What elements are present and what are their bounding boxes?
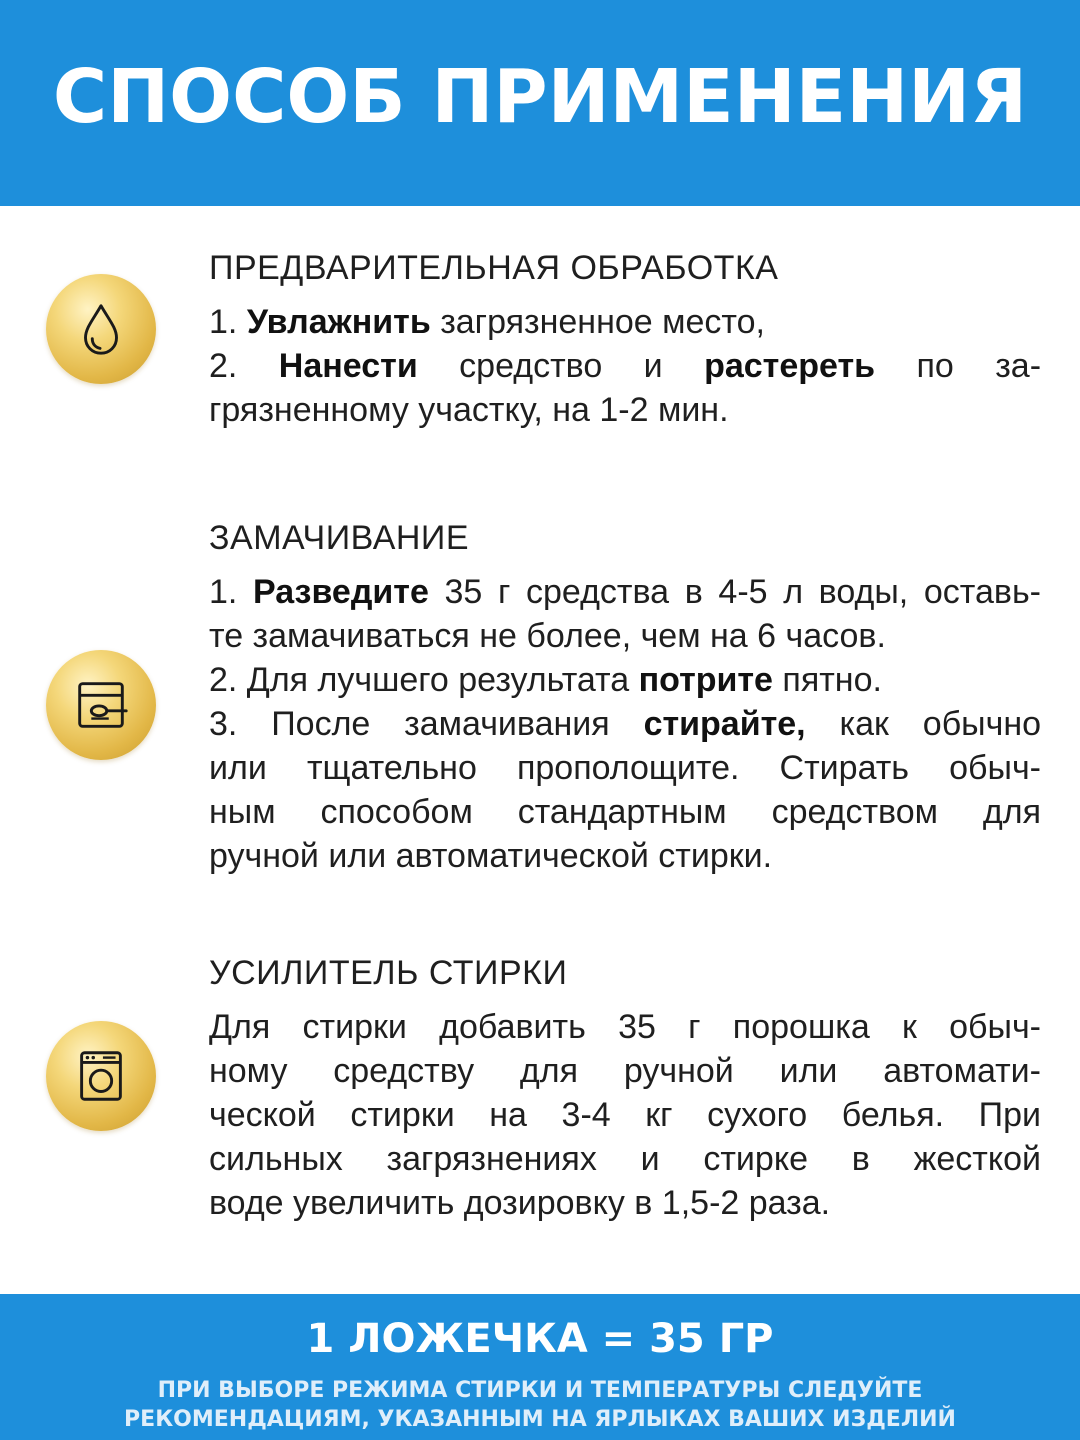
text-line bbox=[209, 570, 1041, 614]
page-title: СПОСОБ ПРИМЕНЕНИЯ bbox=[52, 54, 1028, 140]
footer-note-line: РЕКОМЕНДАЦИЯМ, УКАЗАННЫМ НА ЯРЛЫКАХ ВАШИХ ИЗДЕЛИЙ bbox=[124, 1407, 956, 1432]
emphasis: растереть bbox=[704, 347, 876, 385]
text-run: 35 г средства в 4-5 л воды, оставь- bbox=[444, 573, 1041, 611]
text-run: как обычно bbox=[839, 705, 1042, 743]
text-line: или тщательно прополощите. Стирать обыч- bbox=[209, 749, 1041, 787]
water-drop-icon bbox=[46, 274, 156, 384]
footer-note-line: ПРИ ВЫБОРЕ РЕЖИМА СТИРКИ И ТЕМПЕРАТУРЫ СЛЕДУЙТЕ bbox=[157, 1378, 923, 1403]
dosage-label: 1 ЛОЖЕЧКА = 35 ГР bbox=[306, 1316, 774, 1362]
text-line bbox=[209, 300, 1041, 344]
emphasis: стирайте, bbox=[643, 705, 806, 743]
step-number: 1. bbox=[209, 303, 238, 341]
text-line bbox=[209, 658, 1041, 702]
section-title: УСИЛИТЕЛЬ СТИРКИ bbox=[209, 954, 568, 992]
text-line: те замачиваться не более, чем на 6 часов. bbox=[209, 617, 886, 655]
text-line: ческой стирки на 3-4 кг сухого белья. При bbox=[209, 1096, 1041, 1134]
footer-banner bbox=[0, 1294, 1080, 1440]
text-run: по за- bbox=[916, 347, 1042, 385]
text-run: загрязненное место, bbox=[440, 303, 765, 341]
emphasis: Нанести bbox=[278, 347, 418, 385]
footer-note bbox=[0, 1376, 1080, 1434]
section-body bbox=[209, 1005, 1041, 1225]
text-line bbox=[209, 344, 1041, 388]
step-number: 2. bbox=[209, 347, 238, 385]
text-run: пятно. bbox=[782, 661, 882, 699]
washing-machine-icon bbox=[46, 1021, 156, 1131]
text-line: Для стирки добавить 35 г порошка к обыч- bbox=[209, 1008, 1041, 1046]
emphasis: Увлажнить bbox=[246, 303, 431, 341]
text-line bbox=[209, 702, 1041, 746]
emphasis: Разведите bbox=[253, 573, 429, 611]
section-wash-booster-text bbox=[209, 951, 1041, 1225]
text-run: 2. Для лучшего результата bbox=[209, 661, 630, 699]
section-body bbox=[209, 300, 1041, 432]
text-line: ручной или автоматической стирки. bbox=[209, 837, 773, 875]
section-title: ПРЕДВАРИТЕЛЬНАЯ ОБРАБОТКА bbox=[209, 249, 779, 287]
section-title: ЗАМАЧИВАНИЕ bbox=[209, 519, 470, 557]
text-line: грязненному участку, на 1-2 мин. bbox=[209, 391, 729, 429]
text-line: сильных загрязнениях и стирке в жесткой bbox=[209, 1140, 1041, 1178]
text-run: средство и bbox=[459, 347, 663, 385]
text-line: воде увеличить дозировку в 1,5-2 раза. bbox=[209, 1184, 831, 1222]
section-soaking-text bbox=[209, 516, 1041, 878]
emphasis: потрите bbox=[638, 661, 773, 699]
text-line: ному средству для ручной или автомати- bbox=[209, 1052, 1041, 1090]
text-run: 3. После замачивания bbox=[209, 705, 610, 743]
text-line: ным способом стандартным средством для bbox=[209, 793, 1041, 831]
step-number: 1. bbox=[209, 573, 238, 611]
header-banner bbox=[0, 0, 1080, 206]
section-pretreatment-text bbox=[209, 246, 1041, 432]
section-body bbox=[209, 570, 1041, 878]
soaking-basin-icon bbox=[46, 650, 156, 760]
